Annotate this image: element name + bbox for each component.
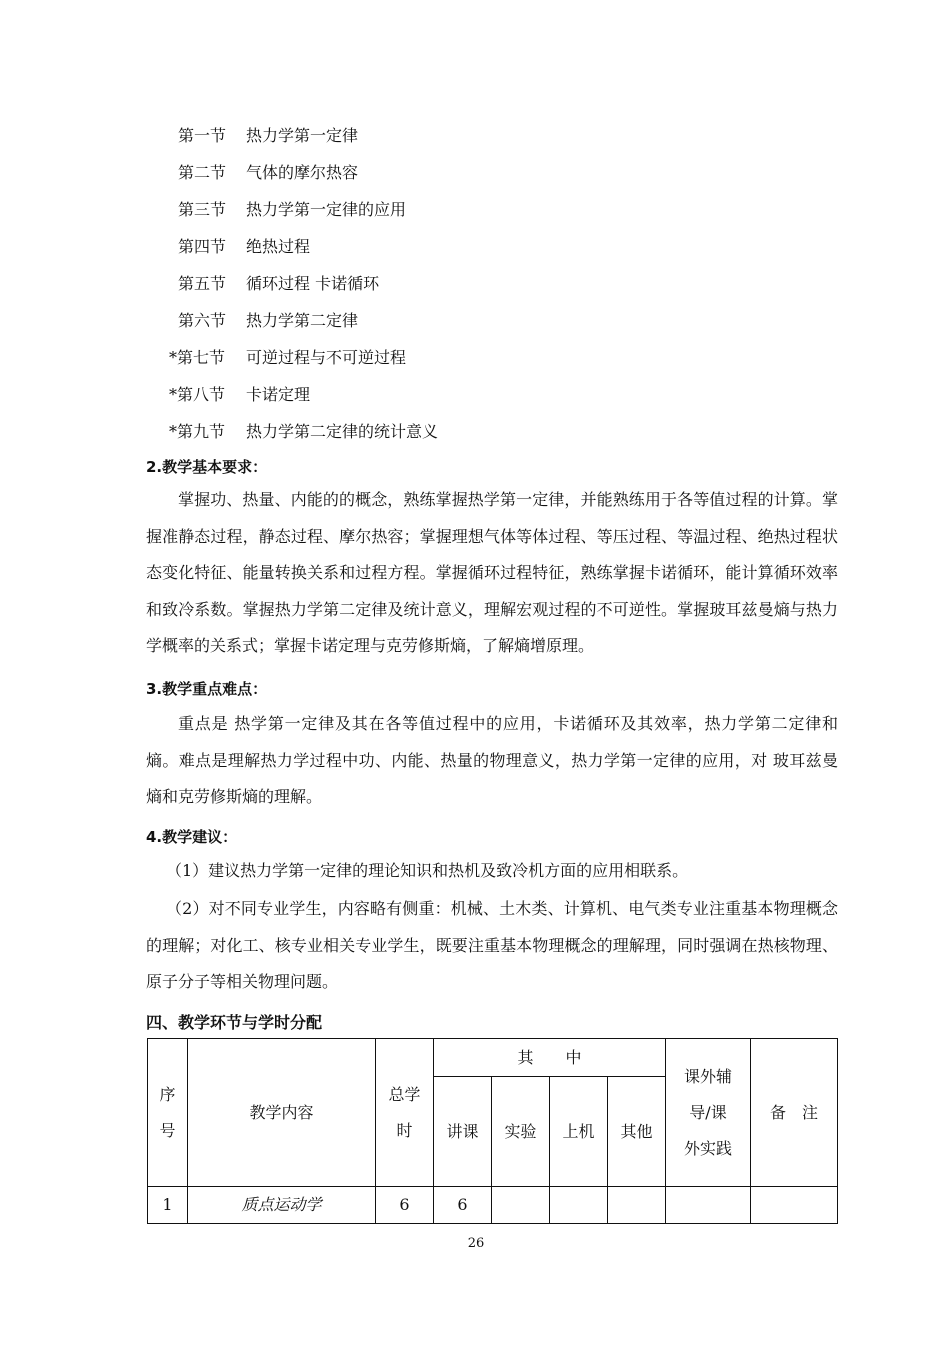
section-item — [0, 339, 952, 376]
section-number: 第二节 — [178, 163, 227, 182]
header-experiment: 实验 — [492, 1077, 550, 1187]
hours-allocation-table — [147, 1038, 838, 1224]
section-number: *第七节 — [169, 348, 226, 367]
cell-total: 6 — [376, 1187, 434, 1224]
page-number: 26 — [467, 1236, 485, 1251]
section-item — [0, 154, 952, 191]
section-item — [0, 376, 952, 413]
table-row — [148, 1187, 838, 1224]
header-seq: 序号 — [148, 1039, 188, 1187]
section-item — [0, 265, 952, 302]
cell-experiment — [492, 1187, 550, 1224]
header-computer: 上机 — [550, 1077, 608, 1187]
cell-tutoring — [666, 1187, 751, 1224]
section-number: *第九节 — [169, 422, 226, 441]
header-total: 总学时 — [376, 1039, 434, 1187]
section-number: 第一节 — [178, 126, 227, 145]
section-title: 热力学第二定律的统计意义 — [246, 422, 439, 441]
section-number: 第四节 — [178, 237, 227, 256]
section-number: 第六节 — [178, 311, 227, 330]
section-list — [0, 117, 952, 450]
suggestions-heading: 4.教学建议： — [146, 828, 238, 846]
section-title: 卡诺定理 — [246, 385, 311, 404]
cell-computer — [550, 1187, 608, 1224]
section-title: 热力学第二定律 — [246, 311, 359, 330]
suggestion-item-1: （1）建议热力学第一定律的理论知识和热机及致冷机方面的应用相联系。 — [166, 861, 689, 880]
table-header-row — [148, 1039, 838, 1077]
section-item — [0, 302, 952, 339]
header-remarks: 备 注 — [751, 1039, 838, 1187]
allocation-heading: 四、教学环节与学时分配 — [146, 1013, 323, 1032]
section-title: 循环过程 卡诺循环 — [246, 274, 380, 293]
header-lecture: 讲课 — [434, 1077, 492, 1187]
section-title: 热力学第一定律的应用 — [246, 200, 407, 219]
key-points-heading: 3.教学重点难点： — [146, 680, 268, 698]
section-title: 绝热过程 — [246, 237, 311, 256]
section-item — [0, 191, 952, 228]
cell-other — [608, 1187, 666, 1224]
header-content: 教学内容 — [188, 1039, 376, 1187]
section-number: *第八节 — [169, 385, 226, 404]
basic-requirements-text: 掌握功、热量、内能的的概念，熟练掌握热学第一定律，并能熟练用于各等值过程的计算。掌握准静态过程，静态过程、摩尔热容；掌握理想气体等体过程、等压过程、等温过程、绝热过程状态变化特征、能量转换关系和过程方程。掌握循环过程特征，熟练掌握卡诺循环，能计算循环效率和致冷系数。掌握热力学第二定律及统计意义，理解宏观过程的不可逆性。掌握玻耳兹曼熵与热力学概率的关系式；掌握卡诺定理与克劳修斯熵，了解熵增原理。 — [146, 490, 838, 655]
basic-requirements-heading: 2.教学基本要求： — [146, 458, 268, 476]
cell-remarks — [751, 1187, 838, 1224]
cell-content: 质点运动学 — [188, 1187, 376, 1224]
section-title: 热力学第一定律 — [246, 126, 359, 145]
section-number: 第五节 — [178, 274, 227, 293]
section-title: 可逆过程与不可逆过程 — [246, 348, 407, 367]
header-among: 其 中 — [434, 1039, 666, 1077]
section-item — [0, 228, 952, 265]
section-item — [0, 413, 952, 450]
section-title: 气体的摩尔热容 — [246, 163, 359, 182]
key-points-text: 重点是 热学第一定律及其在各等值过程中的应用，卡诺循环及其效率，热力学第二定律和熵。难点是理解热力学过程中功、内能、热量的物理意义，热力学第一定律的应用，对 玻耳兹曼熵和克劳修斯熵的理解。 — [146, 714, 838, 806]
suggestion-item-2: （2）对不同专业学生，内容略有侧重：机械、土木类、计算机、电气类专业注重基本物理概念的理解；对化工、核专业相关专业学生，既要注重基本物理概念的理解理，同时强调在热核物理、原子分子等相关物理问题。 — [146, 899, 838, 991]
cell-lecture: 6 — [434, 1187, 492, 1224]
header-other: 其他 — [608, 1077, 666, 1187]
cell-seq: 1 — [148, 1187, 188, 1224]
section-item — [0, 117, 952, 154]
section-number: 第三节 — [178, 200, 227, 219]
header-tutoring: 课外辅导/课外实践 — [666, 1039, 751, 1187]
